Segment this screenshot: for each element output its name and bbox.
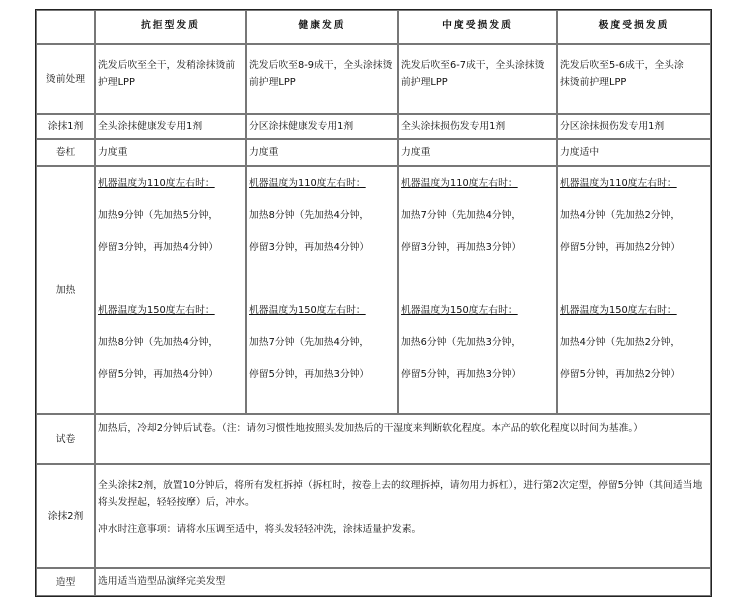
perm-process-table xyxy=(35,9,712,597)
heating-110-line-2: 停留3分钟，再加热4分钟） xyxy=(98,242,219,253)
heating-150-line-2: 停留5分钟，再加热3分钟） xyxy=(249,369,370,380)
heating-110-title: 机器温度为110度左右时： xyxy=(98,178,215,189)
heating-cell xyxy=(95,166,246,414)
heating-110-title: 机器温度为110度左右时： xyxy=(249,178,366,189)
heating-110-line-1: 加热7分钟（先加热4分钟， xyxy=(401,210,522,221)
header-corner-cell xyxy=(36,10,95,44)
rod-cell: 力度重 xyxy=(246,139,398,166)
apply-agent-2-cell xyxy=(95,464,711,568)
rinse-notes: 冲水时注意事项：请将水压调至适中，将头发轻轻冲洗，涂抹适量护发素。 xyxy=(98,524,422,535)
apply-agent-2-instructions: 全头涂抹2剂，放置10分钟后，将所有发杠拆掉（拆杠时，按卷上去的纹理拆掉，请勿用力拆杠），进行第2次定型，停留5分钟（其间适当地将头发捏起，轻轻按摩）后，冲水。 xyxy=(98,480,703,508)
styling-cell: 选用适当造型品演绎完美发型 xyxy=(95,568,711,596)
apply-agent-1-cell: 全头涂抹健康发专用1剂 xyxy=(95,114,246,139)
heating-cell xyxy=(398,166,557,414)
header-col-severely-damaged-hair: 极度受损发质 xyxy=(557,10,711,44)
header-col-healthy-hair: 健康发质 xyxy=(246,10,398,44)
heating-110-line-1: 加热4分钟（先加热2分钟， xyxy=(560,210,681,221)
heating-150-title: 机器温度为150度左右时： xyxy=(98,305,215,316)
heating-150-line-1: 加热7分钟（先加热4分钟， xyxy=(249,337,370,348)
heating-150-line-2: 停留5分钟，再加热4分钟） xyxy=(98,369,219,380)
pre-treatment-cell: 洗发后吹至8-9成干，全头涂抹烫前护理LPP xyxy=(246,44,398,114)
row-label-apply-agent-1: 涂抹1剂 xyxy=(36,114,95,139)
apply-agent-1-cell: 分区涂抹健康发专用1剂 xyxy=(246,114,398,139)
row-label-trial-curl: 试卷 xyxy=(36,414,95,464)
row-label-styling: 造型 xyxy=(36,568,95,596)
pre-treatment-cell: 洗发后吹至全干，发稍涂抹烫前护理LPP xyxy=(95,44,246,114)
pre-treatment-cell: 洗发后吹至6-7成干，全头涂抹烫前护理LPP xyxy=(398,44,557,114)
heating-110-line-1: 加热9分钟（先加热5分钟， xyxy=(98,210,219,221)
heating-cell xyxy=(246,166,398,414)
heating-150-line-1: 加热8分钟（先加热4分钟， xyxy=(98,337,219,348)
heating-110-title: 机器温度为110度左右时： xyxy=(401,178,518,189)
heating-150-line-1: 加热4分钟（先加热2分钟， xyxy=(560,337,681,348)
heating-150-title: 机器温度为150度左右时： xyxy=(401,305,518,316)
heating-110-line-1: 加热8分钟（先加热4分钟， xyxy=(249,210,370,221)
row-label-pre-treatment: 烫前处理 xyxy=(36,44,95,114)
trial-curl-cell: 加热后，冷却2分钟后试卷。（注：请勿习惯性地按照头发加热后的干湿度来判断软化程度。本产品的软化程度以时间为基准。） xyxy=(95,414,711,464)
heating-110-title: 机器温度为110度左右时： xyxy=(560,178,677,189)
heating-150-title: 机器温度为150度左右时： xyxy=(560,305,677,316)
heating-150-title: 机器温度为150度左右时： xyxy=(249,305,366,316)
heating-110-line-2: 停留5分钟，再加热2分钟） xyxy=(560,242,681,253)
apply-agent-1-cell: 分区涂抹损伤发专用1剂 xyxy=(557,114,711,139)
heating-110-line-2: 停留3分钟，再加热4分钟） xyxy=(249,242,370,253)
heating-150-line-1: 加热6分钟（先加热3分钟， xyxy=(401,337,522,348)
pre-treatment-cell: 洗发后吹至5-6成干，全头涂抹烫前护理LPP xyxy=(557,44,711,114)
row-label-heating: 加热 xyxy=(36,166,95,414)
rod-cell: 力度重 xyxy=(398,139,557,166)
heating-110-line-2: 停留3分钟，再加热3分钟） xyxy=(401,242,522,253)
header-col-moderately-damaged-hair: 中度受损发质 xyxy=(398,10,557,44)
heating-150-line-2: 停留5分钟，再加热3分钟） xyxy=(401,369,522,380)
header-col-resistant-hair: 抗拒型发质 xyxy=(95,10,246,44)
heating-150-line-2: 停留5分钟，再加热2分钟） xyxy=(560,369,681,380)
row-label-apply-agent-2: 涂抹2剂 xyxy=(36,464,95,568)
apply-agent-1-cell: 全头涂抹损伤发专用1剂 xyxy=(398,114,557,139)
row-label-rod: 卷杠 xyxy=(36,139,95,166)
rod-cell: 力度重 xyxy=(95,139,246,166)
heating-cell xyxy=(557,166,711,414)
rod-cell: 力度适中 xyxy=(557,139,711,166)
